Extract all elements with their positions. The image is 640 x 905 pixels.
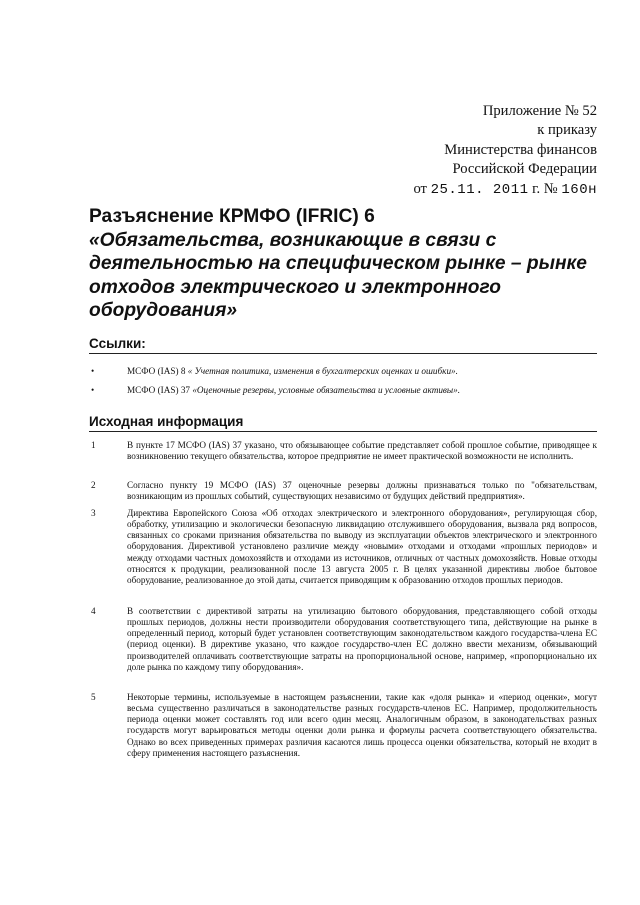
paragraph-number: 5 xyxy=(91,692,96,702)
references-heading: Ссылки: xyxy=(89,336,597,354)
paragraph-number: 2 xyxy=(91,480,96,490)
paragraph-text: Согласно пункту 19 МСФО (IAS) 37 оценочные резервы должны признаваться только по "обязательствам, возникающим из прошлых событий, существующих независимо от будущих действий предприятия». xyxy=(127,480,597,502)
background-heading: Исходная информация xyxy=(89,414,597,432)
bullet: • xyxy=(91,385,95,395)
paragraph xyxy=(89,606,597,673)
date-prefix: от xyxy=(413,180,427,197)
paragraph-text: В соответствии с директивой затраты на утилизацию бытового оборудования, представляющего собой отходы прошлых периодов, должны нести производители оборудования соответствующего типа, действующие на рынке в определенный период, который будет установлен соответствующим законодательством каждого государства-члена ЕС (период оценки). В директиве указано, что каждое государство-член ЕС должно ввести механизм, обязывающий производителей оплачивать соответствующие затраты на пропорциональной основе, например, «пропорционально их доле рынка по каждому типу оборудования». xyxy=(127,606,597,672)
paragraph-number: 1 xyxy=(91,440,96,450)
paragraph-number: 4 xyxy=(91,606,96,616)
paragraph xyxy=(89,508,597,586)
title-main: Разъяснение КРМФО (IFRIC) 6 xyxy=(89,206,375,227)
order-date: 25.11. 2011 xyxy=(430,181,529,198)
paragraph-text: Директива Европейского Союза «Об отходах электрического и электронного оборудования», регулирующая сбор, обработку, утилизацию и экологически безопасную ликвидацию отслужившего оборудования, вызвала ряд вопросов, связанных со сроками признания обязательства по выводу из эксплуатации объектов электрического и электронного оборудования. Директивой установлено различие между «новыми» отходами и отходами «прошлых периодов» и между отходами частных домохозяйств и отходами из источников, отличных от частных домохозяйств. Новые отходы относятся к продукции, реализованной после 13 августа 2005 г. В целях указанной директивы любое бытовое оборудование, реализованное до этой даты, считается приводящим к образованию отходов прошлых периодов. xyxy=(127,508,597,585)
reference-item xyxy=(89,384,597,403)
paragraph-text: Некоторые термины, используемые в настоящем разъяснении, такие как «доля рынка» и «период оценки», могут весьма существенно различаться в законодательстве разных государств-членов ЕС. Например, продолжительность периода оценки может составлять год или всего один месяц. Аналогичным образом, в законодательствах разных государств могут варьироваться методы оценки доли рынка и формулы расчета соответствующего обязательства. Однако во всех приведенных примерах различия касаются лишь процесса оценки обязательства, который не входит в сферу применения настоящего разъяснения. xyxy=(127,692,597,758)
paragraph xyxy=(89,692,597,759)
reference-name: «Оценочные резервы, условные обязательства и условные активы». xyxy=(192,385,461,395)
order-number: 160н xyxy=(561,181,597,198)
paragraph-number: 3 xyxy=(91,508,96,518)
title-subtitle: «Обязательства, возникающие в связи с деятельностью на специфическом рынке – рынке отходов электрического и электронного оборудования» xyxy=(89,229,587,321)
reference-code: МСФО (IAS) 8 xyxy=(127,366,186,376)
appendix-order: к приказу xyxy=(537,122,597,139)
reference-name: « Учетная политика, изменения в бухгалтерских оценках и ошибки». xyxy=(187,366,458,376)
bullet: • xyxy=(91,366,95,376)
paragraph xyxy=(89,440,597,462)
reference-item xyxy=(89,365,597,384)
date-suffix: г. № xyxy=(532,180,558,197)
paragraph xyxy=(89,480,597,502)
appendix-date-line xyxy=(413,180,597,200)
paragraph-text: В пункте 17 МСФО (IAS) 37 указано, что обязывающее событие представляет собой прошлое событие, приводящее к возникновению текущего обязательства, которое предприятие не имеет практической возможности не исполнить. xyxy=(127,440,597,462)
appendix-country: Российской Федерации xyxy=(452,161,597,178)
references-list xyxy=(89,365,597,403)
reference-code: МСФО (IAS) 37 xyxy=(127,385,191,395)
appendix-number: Приложение № 52 xyxy=(482,103,597,119)
appendix-ministry: Министерства финансов xyxy=(444,141,597,158)
document-title xyxy=(89,205,609,323)
appendix-header xyxy=(413,102,597,200)
